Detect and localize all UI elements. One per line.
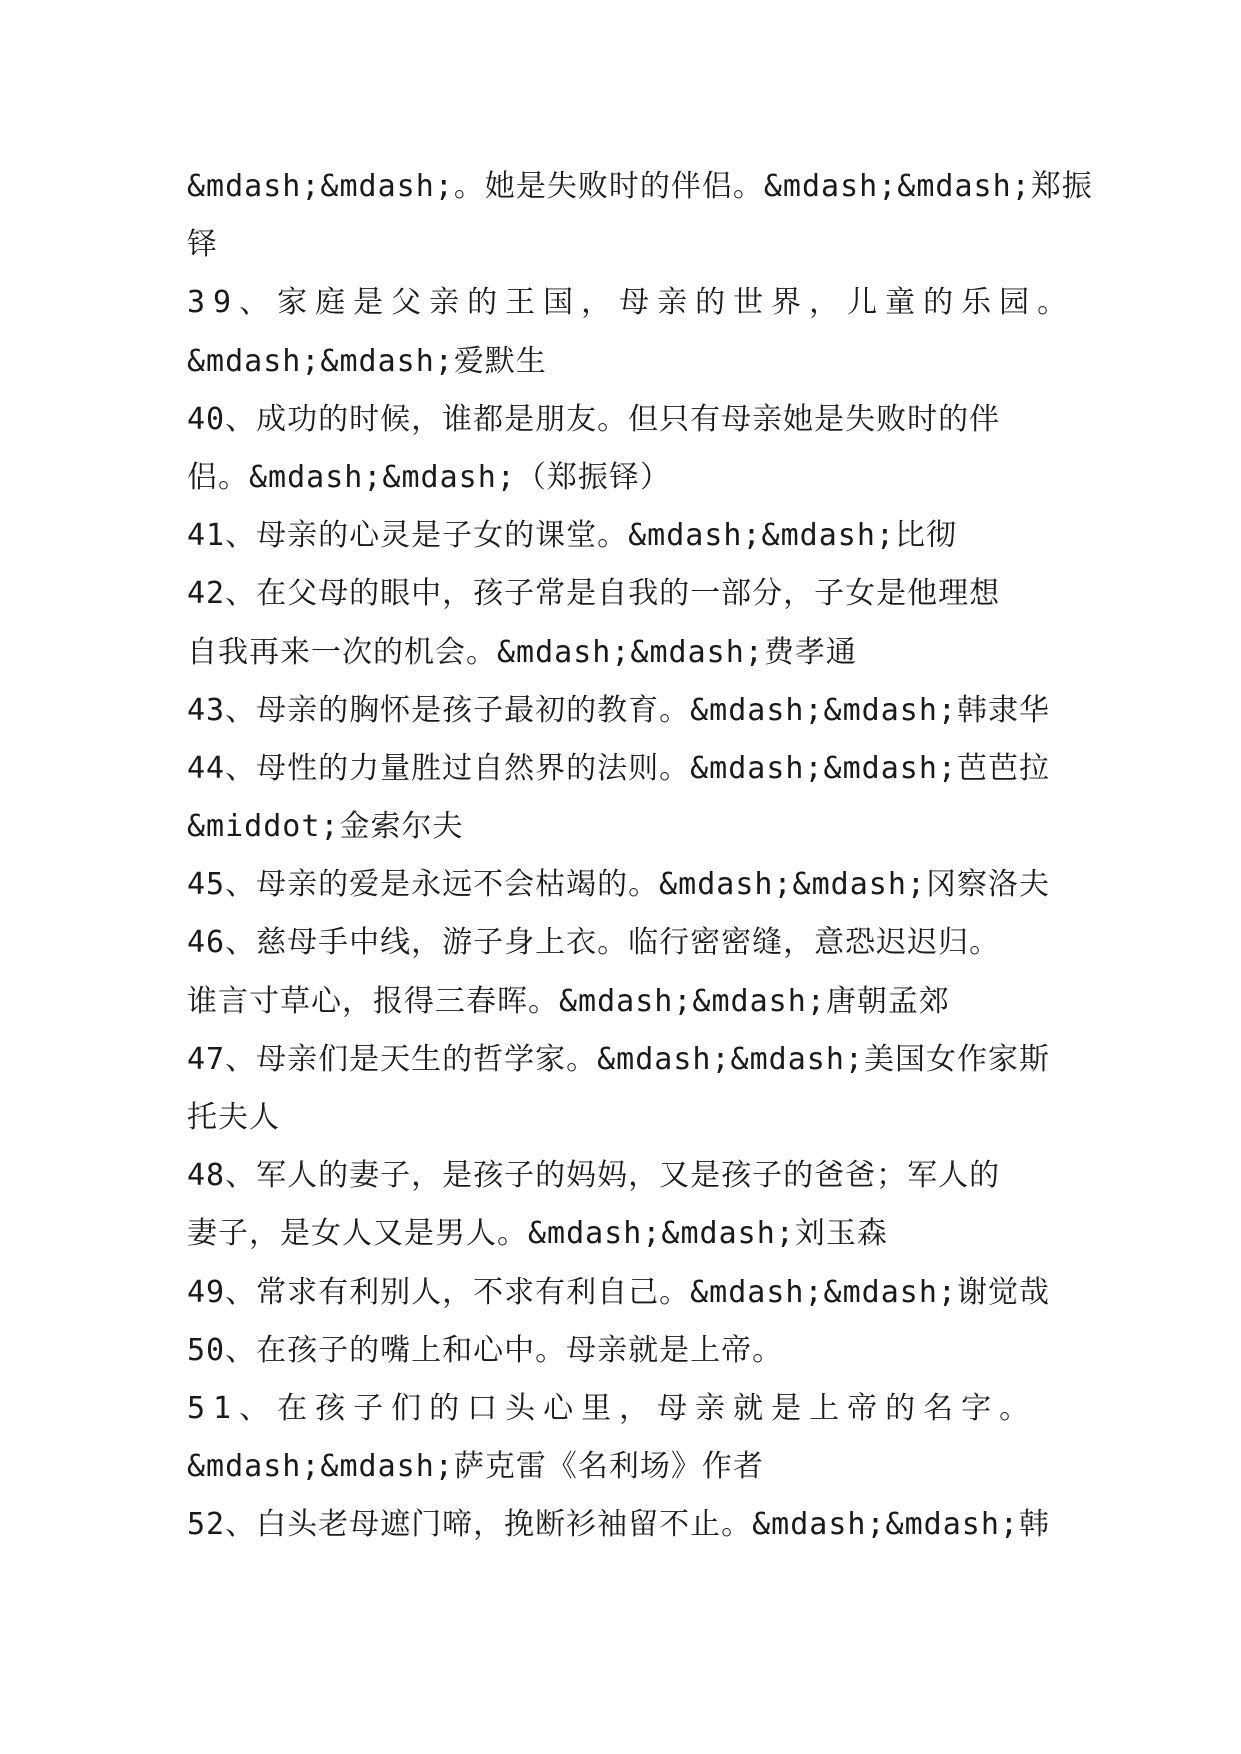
text-line: 43、母亲的胸怀是孩子最初的教育。&mdash;&mdash;韩隶华 — [187, 692, 1050, 728]
text-line: 39、家庭是父亲的王国，母亲的世界，儿童的乐园。 — [187, 285, 1076, 321]
text-line: 48、军人的妻子，是孩子的妈妈，又是孩子的爸爸；军人的 — [187, 1158, 1001, 1194]
text-line: 49、常求有利别人，不求有利自己。&mdash;&mdash;谢觉哉 — [187, 1274, 1050, 1310]
text-line: 自我再来一次的机会。&mdash;&mdash;费孝通 — [187, 634, 857, 670]
text-line: 44、母性的力量胜过自然界的法则。&mdash;&mdash;芭芭拉 — [187, 750, 1050, 786]
text-line: &mdash;&mdash;萨克雷《名利场》作者 — [187, 1449, 764, 1485]
text-line: 51、在孩子们的口头心里，母亲就是上帝的名字。 — [187, 1390, 1038, 1426]
text-line: 妻子，是女人又是男人。&mdash;&mdash;刘玉森 — [187, 1216, 888, 1252]
text-line: 41、母亲的心灵是子女的课堂。&mdash;&mdash;比彻 — [187, 518, 957, 554]
text-line: 侣。&mdash;&mdash;（郑振铎） — [187, 459, 671, 495]
text-line: &mdash;&mdash;爱默生 — [187, 343, 547, 379]
text-line: 40、成功的时候，谁都是朋友。但只有母亲她是失败时的伴 — [187, 401, 1001, 437]
text-line: 谁言寸草心，报得三春晖。&mdash;&mdash;唐朝孟郊 — [187, 983, 950, 1019]
text-line: 42、在父母的眼中，孩子常是自我的一部分，子女是他理想 — [187, 576, 1001, 612]
text-line: 托夫人 — [187, 1100, 280, 1135]
text-line: 47、母亲们是天生的哲学家。&mdash;&mdash;美国女作家斯 — [187, 1041, 1050, 1077]
text-line: &middot;金索尔夫 — [187, 809, 464, 845]
text-line: 52、白头老母遮门啼，挽断衫袖留不止。&mdash;&mdash;韩 — [187, 1507, 1050, 1543]
text-line: 46、慈母手中线，游子身上衣。临行密密缝，意恐迟迟归。 — [187, 925, 1001, 961]
text-line: 铎 — [187, 227, 218, 263]
text-line: 50、在孩子的嘴上和心中。母亲就是上帝。 — [187, 1332, 784, 1368]
quote-text-block — [187, 158, 1093, 1555]
text-line: &mdash;&mdash;。她是失败时的伴侣。&mdash;&mdash;郑振 — [187, 169, 1093, 204]
text-line: 45、母亲的爱是永远不会枯竭的。&mdash;&mdash;冈察洛夫 — [187, 867, 1050, 903]
